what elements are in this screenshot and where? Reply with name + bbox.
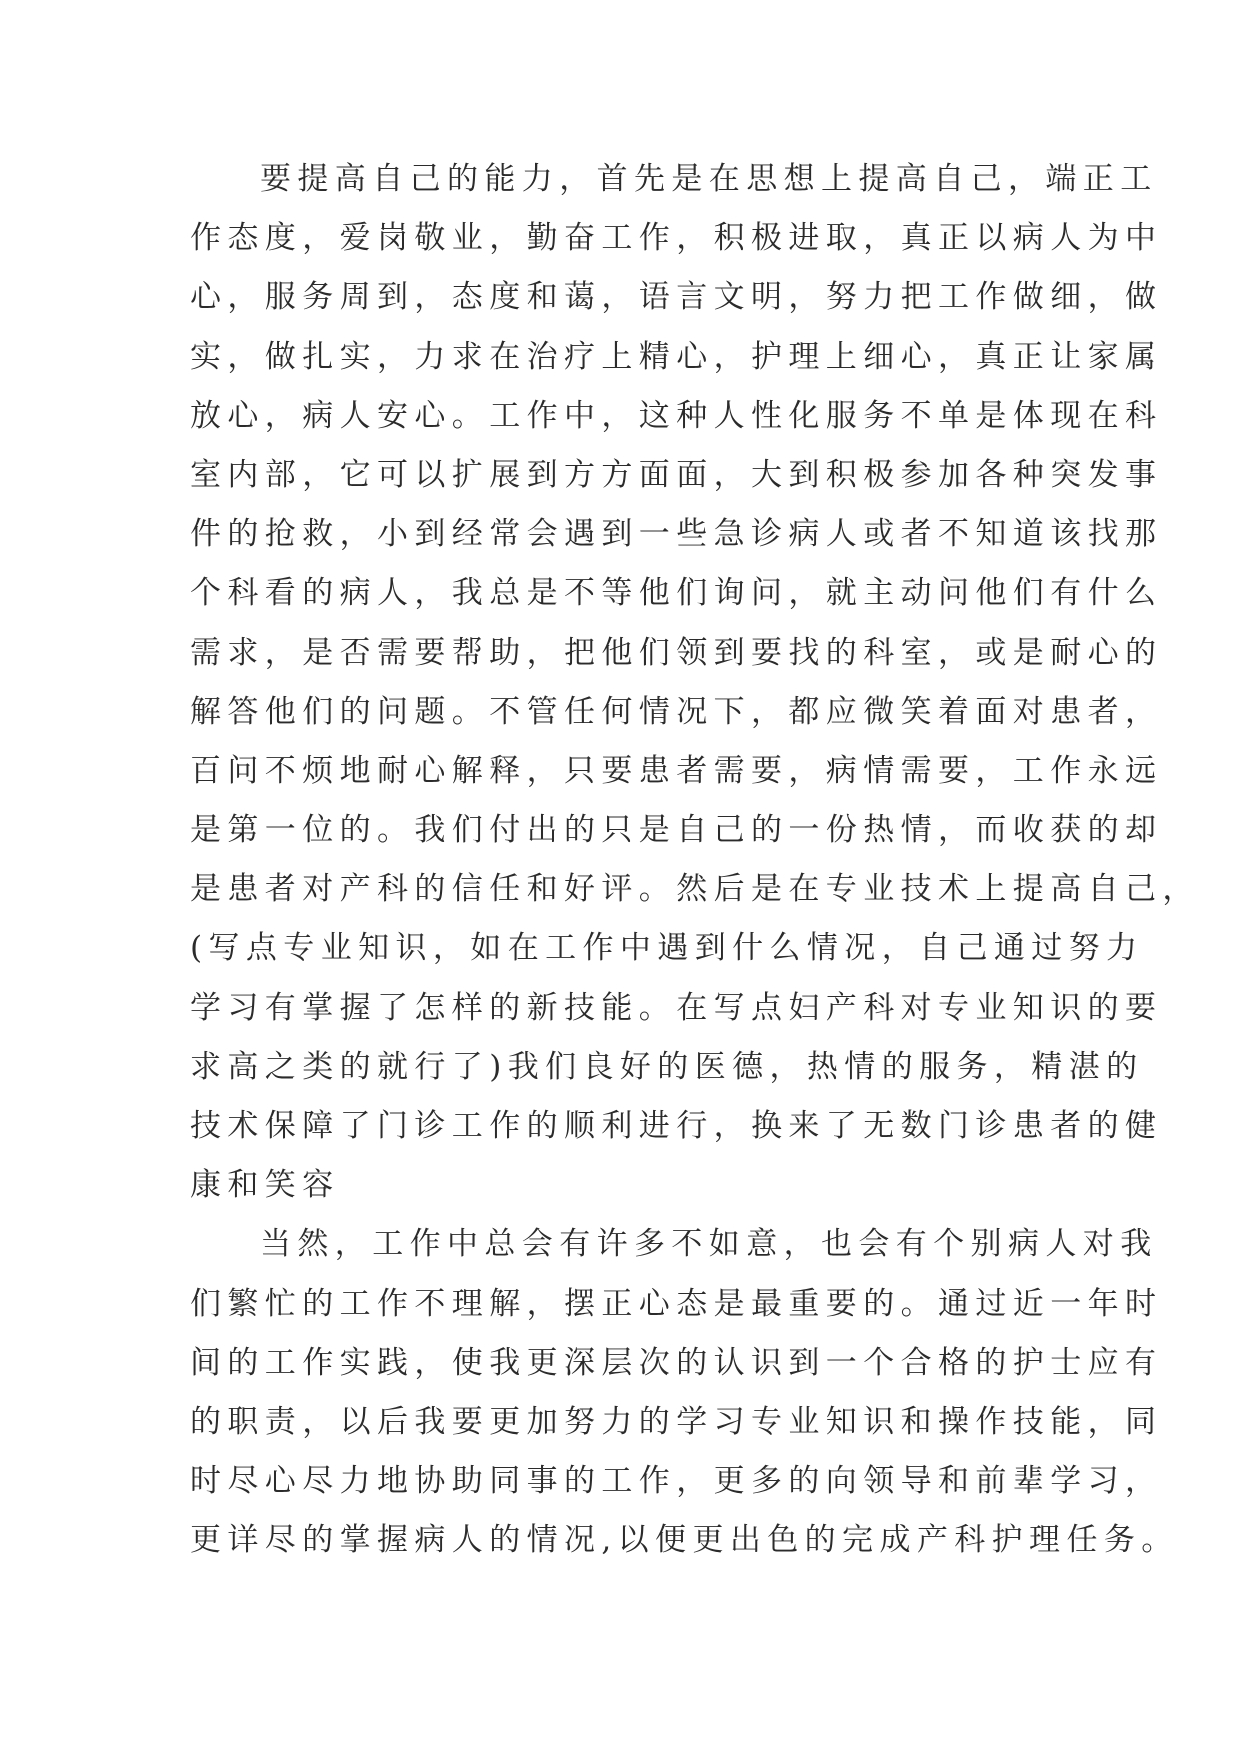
text-line: 们繁忙的工作不理解，摆正心态是最重要的。通过近一年时 — [190, 1285, 1163, 1322]
text-line: 学习有掌握了怎样的新技能。在写点妇产科对专业知识的要 — [190, 989, 1163, 1026]
text-line: 是患者对产科的信任和好评。然后是在专业技术上提高自己， — [190, 871, 1200, 908]
text-line: 间的工作实践，使我更深层次的认识到一个合格的护士应有 — [190, 1344, 1163, 1381]
text-line: 要提高自己的能力，首先是在思想上提高自己，端正工 — [260, 161, 1158, 197]
paragraph-1 — [190, 150, 1200, 1215]
text-line: 的职责，以后我要更加努力的学习专业知识和操作技能，同 — [190, 1403, 1163, 1440]
text-line: 求高之类的就行了)我们良好的医德，热情的服务，精湛的 — [190, 1048, 1144, 1085]
text-line: 更详尽的掌握病人的情况,以便更出色的完成产科护理任务。 — [190, 1522, 1179, 1559]
text-line: 实，做扎实，力求在治疗上精心，护理上细心，真正让家属 — [190, 338, 1163, 375]
text-line: 个科看的病人，我总是不等他们询问，就主动问他们有什么 — [190, 575, 1163, 612]
text-line: 解答他们的问题。不管任何情况下，都应微笑着面对患者， — [190, 693, 1163, 730]
text-line: 时尽心尽力地协助同事的工作，更多的向领导和前辈学习， — [190, 1463, 1163, 1500]
text-line: 康和笑容 — [190, 1167, 340, 1204]
text-line: 当然，工作中总会有许多不如意，也会有个别病人对我 — [260, 1226, 1158, 1263]
text-line: 需求，是否需要帮助，把他们领到要找的科室，或是耐心的 — [190, 634, 1163, 671]
text-line: 心，服务周到，态度和蔼，语言文明，努力把工作做细，做 — [190, 279, 1163, 316]
paragraph-2 — [190, 1215, 1179, 1570]
text-line: 百问不烦地耐心解释，只要患者需要，病情需要，工作永远 — [190, 752, 1163, 789]
text-line: 室内部，它可以扩展到方方面面，大到积极参加各种突发事 — [190, 456, 1163, 493]
text-line: 放心，病人安心。工作中，这种人性化服务不单是体现在科 — [190, 397, 1163, 434]
text-line: 技术保障了门诊工作的顺利进行，换来了无数门诊患者的健 — [190, 1108, 1163, 1144]
text-line: 是第一位的。我们付出的只是自己的一份热情，而收获的却 — [190, 812, 1163, 849]
text-line: 件的抢救，小到经常会遇到一些急诊病人或者不知道该找那 — [190, 516, 1163, 553]
document-body — [190, 150, 1200, 1571]
text-line: (写点专业知识，如在工作中遇到什么情况，自己通过努力 — [190, 930, 1144, 967]
text-line: 作态度，爱岗敬业，勤奋工作，积极进取，真正以病人为中 — [190, 220, 1163, 257]
